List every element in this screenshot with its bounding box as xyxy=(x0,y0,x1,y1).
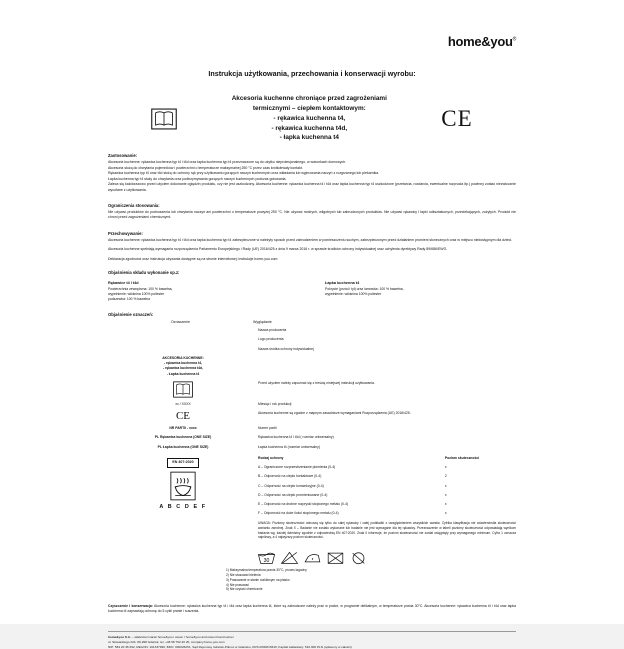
section-paragraph: Łapka kuchenna typ t4 służy do chwytania oraz podtrzymywania gorących naczyń kuchennych podczas gotowania. xyxy=(108,176,287,181)
product-subtitle xyxy=(193,94,425,144)
read-manual-icon xyxy=(151,108,177,130)
section-heading: Przechowywanie: xyxy=(108,230,143,236)
materials-columns xyxy=(108,281,516,302)
tumble-dry-no-icon xyxy=(349,550,368,565)
table-row xyxy=(108,433,516,442)
materials-potholder-title: Łapka kuchenna t4 xyxy=(325,281,360,286)
subtitle-line-3: - rękawica kuchenna t4d, xyxy=(271,124,348,132)
care-line: 2) Nie stosować bielenia xyxy=(226,572,261,577)
instruction-sheet xyxy=(108,34,516,649)
ce-mark: CE xyxy=(441,106,473,132)
legend-desc: Numer partii xyxy=(258,425,277,430)
iron-icon xyxy=(303,550,322,565)
legend-ce-cell xyxy=(108,409,258,424)
legend-symbol-cell xyxy=(108,335,258,344)
potholder-size-label: PL Łapka kuchenna (ONE SIZE) xyxy=(157,444,209,449)
care-instructions xyxy=(108,568,516,592)
legend-symbol-cell xyxy=(108,345,258,354)
declaration-line: Deklaracja zgodności oraz instrukcja używania dostępne są na stronie internetowej: instrukcje.home-you.com xyxy=(108,256,278,261)
section-storage xyxy=(108,231,516,262)
ce-mark-small: CE xyxy=(175,409,191,422)
legend-potholder-size-cell xyxy=(108,443,258,452)
standard-letters: A B C D E F xyxy=(159,503,207,510)
care-line: 4) Nie prasować xyxy=(226,582,250,587)
legend-glove-size-cell xyxy=(108,433,258,442)
legend-desc-empty xyxy=(258,354,516,379)
table-row xyxy=(258,472,516,481)
table-row xyxy=(108,443,516,452)
production-date-code: xx / XXXX xyxy=(175,401,191,406)
legend-desc: Rękawica kuchenna t4 i t4d ( rozmiar uniwersalny) xyxy=(258,435,334,440)
table-row xyxy=(258,482,516,491)
glove-size-label: PL Rękawica kuchenna (ONE SIZE) xyxy=(154,435,212,440)
table-row xyxy=(108,424,516,433)
section-paragraph: Akcesoria kuchenne: rękawica kuchenna typ t4 i t4d oraz łapka kuchenna typ t4 przeznaczone są do użytku nieprołesjonalnego, w warunkach domowych. xyxy=(108,160,347,165)
table-row xyxy=(258,500,516,509)
footer-company-desc: – właściciel marek home&you i ossen / home&you and ossen brand owner xyxy=(131,634,234,639)
care-line: 3) Prasowanie w stanie rozklłonym na płasko xyxy=(226,577,290,582)
table-row xyxy=(108,354,516,379)
table-header-row xyxy=(258,454,516,463)
performance-levels-cell xyxy=(258,452,516,542)
performance-note: UWAGA: Poziomy skuteczności odnoszą się tylko do całej rękawicy i całej podkładki z uwzględnieniem wszystkich warstw. Cyfrika klasyfikacja nie odzwierciedla skuteczności wariantu zwrotnej. Znak X – Badanie nie zostało wykonane lub badanie nie jest wymagane dla tej rękawicy. Przeznaczenie w tabeli poziomy skuteczności odpowiadają wynikom badania wg. każdej dziedziny zgodnie z odpowiednią EN 407:2020. Znak 0 informuje, że poziom skuteczności nie został osiągnięty przy wymaganego minimum. Cyfra 1 oznacza najniższy, a 4 najwyższy poziom skuteczności. xyxy=(258,520,516,540)
perf-type: C – Odporność na ciepło konwekcyjne (0-4) xyxy=(258,483,324,488)
legend-desc: Logo producenta xyxy=(258,337,284,342)
perf-level: x xyxy=(444,492,447,497)
standard-cell xyxy=(108,452,258,542)
perf-level: x xyxy=(444,501,447,506)
care-symbols xyxy=(108,550,516,565)
legend-desc: Akcesoria kuchenne są zgodne z mapnym zasadnicze wymaganiami Rozporządzenia (UE) 2016/425. xyxy=(258,410,411,415)
product-header xyxy=(108,94,516,144)
legend-col-right: Wyglądanie xyxy=(253,320,272,325)
table-row xyxy=(258,463,516,472)
cleaning-text: Akcesoria kuchenne: rękawica kuchenna typ t4 i t4d oraz łapka kuchenna t4, które są zabrudzone należy prać w pralce, w programie delikatnym, w temperaturze prania 30°C. Akcesoria kuchenne: rękawica kuchenna t4 i t4d oraz łapka kuchenna t4 zaprawiają ochronę do 5 cykli pranie i suszenia. xyxy=(108,604,516,614)
perf-type: D – Odporność na ciepło promieniowane (0-4) xyxy=(258,492,328,497)
perf-level: x xyxy=(444,510,447,515)
legend-product-names xyxy=(108,354,258,379)
brand-logo xyxy=(108,34,516,49)
perf-level: 2 xyxy=(444,474,447,479)
legend-book-icon-cell xyxy=(108,379,258,400)
section-application xyxy=(108,153,516,193)
table-row xyxy=(108,326,516,335)
footer-company-name: home&you S.A. xyxy=(108,634,131,639)
bleach-no-icon xyxy=(280,550,299,565)
table-row xyxy=(108,409,516,424)
footer-address: ul. Słowackiego 224, 80-298 Gdańsk, tel. +48 58 762 20 20, company.home-you.com xyxy=(108,639,225,644)
legend-desc: Nazwa środka ochrony indywidualnej xyxy=(258,346,314,351)
brand-trademark: ® xyxy=(512,36,516,43)
materials-potholder xyxy=(325,281,516,302)
legend-col-left: Oznaczenie xyxy=(171,320,190,325)
section-limitations xyxy=(108,203,516,221)
section-paragraph: Akcesoria kuchenne: rękawica kuchenna typ t4 i t4d oraz łapka kuchenna typ t4 zabezpieczone w należyty sposob przed zabrudzeniem w pomieszczeniu suchym, zabezpieczonym przed działaniem promieni słonecznych oraz w miejscu niedostępnym dla dzieci. xyxy=(108,237,513,242)
cleaning-heading: Czyszczenie i konserwacja: xyxy=(108,604,153,609)
dryclean-no-icon xyxy=(326,550,345,565)
performance-table xyxy=(258,454,516,518)
legend-desc: Nazwa producenta xyxy=(258,328,287,333)
table-row-standard xyxy=(108,452,516,542)
footer xyxy=(108,631,516,649)
standard-label: EN 407:2020 xyxy=(167,458,198,467)
care-line: 5) Nie czyścić chemicznie xyxy=(226,587,263,592)
subtitle-line-0: Akcesoria kuchenne chroniące przed zagrożeniami xyxy=(231,94,387,102)
product-name-list: AKCESORIA KUCHENNE: - rękawica kuchenna t4, - rękawica kuchenna t4d, - Łapka kuchenna t4 xyxy=(162,355,204,376)
section-paragraph: Zaleca się każdorazowo przed użyciem dokonanie oględzin produktu, czy nie jest uszkodzony. Akcesoria kuchenne: rękawica kuchenna t4 i t4d oraz łapka kuchenna typ t4 uszkodzone (przetarcia, rozdarcia, ewentualne rozprucia itp.) powinny zostać niezwłocznie wycofane z użytkowania. xyxy=(108,182,516,192)
page-title: Instrukcja użytkowania, przechowania i konserwacji wyrobu: xyxy=(208,69,416,78)
table-row xyxy=(108,335,516,344)
brand-name: home&you xyxy=(447,34,513,49)
perf-level: x xyxy=(444,465,447,470)
table-row xyxy=(108,379,516,400)
perf-type: F – Odporność na duże ilości stopionego metalu (0-4) xyxy=(258,510,339,515)
section-paragraph: Akcesoria kuchenne spełniają wymagania rozporządzenia Parlamentu Europejskiego i Rady (UE) 2016/425 z dnia 9 marca 2016 r. w sprawie środków ochrony indywidualnej oraz uchylenia dyrektywy Rady 89/686/EWG. xyxy=(108,247,448,252)
subtitle-line-1: termicznymi – ciepłem kontaktowym: xyxy=(252,104,366,112)
table-row xyxy=(108,345,516,354)
materials-gloves-line: wypełnienie: włóknina 100% poliester xyxy=(108,292,165,297)
materials-potholder-line: wypełnienie: włóknina 100% poliester xyxy=(325,292,382,297)
perf-head-level: Poziom skuteczności xyxy=(444,456,480,461)
table-row xyxy=(108,400,516,409)
perf-head-type: Rodzaj ochrony xyxy=(258,456,284,461)
legend-heading: Objaśnienie oznaczeń: xyxy=(108,312,154,318)
legend-batch-cell xyxy=(108,424,258,433)
materials-gloves-line: Powierzchnia zewnętrzna: 100 % bawełna, xyxy=(108,287,173,292)
perf-type: B – Odporność na ciepło kontaktowe (0-4) xyxy=(258,474,322,479)
table-row xyxy=(258,491,516,500)
legend-column-headers xyxy=(108,320,516,324)
perf-level: x xyxy=(444,483,447,488)
section-heading: Ograniczenia stosowania: xyxy=(108,202,160,208)
legend-desc: Przed użyciem należy zapoznać się z treścią niniejszej instrukcji użytkowania. xyxy=(258,380,375,385)
section-heading: Zastosowanie: xyxy=(108,153,138,159)
batch-number-label: NR PARTII - xxxx xyxy=(169,425,197,430)
section-paragraph: Akcesoria służą do chwytania pojemników i powierzchni o temperaturze maksymalnej 250 °C przez czas krótkotrwały kontakt. xyxy=(108,165,303,170)
wash-icon xyxy=(257,550,276,565)
materials-heading: Objaśnienia składu wykonanie sp.z: xyxy=(108,270,180,276)
read-manual-icon xyxy=(108,381,258,398)
footer-registry: NIP: 584 20 36 692, REGON: 191337990, BDO: 000026251, Sąd Rejonowy Gdańsk-Północ w Gdańsku, KRS 0000015349, Kapitał zakładowy: 510.000 PLN (opłacony w całości) xyxy=(108,644,352,649)
legend-symbol-cell xyxy=(108,326,258,335)
care-line: 1) Maksymalna temperatura prania 30°C, proces łagodny xyxy=(226,568,307,573)
section-paragraph: Rękawica kuchenna typ t4 oraz t4d służą do ochrony rąk przy użytkowaniu gorących naczyń kuchennych oraz wkładania lub wyjmowania naczyń z rozgrzanego lub piekarnika. xyxy=(108,171,380,176)
subtitle-line-2: - rękawica kuchenna t4, xyxy=(273,114,346,122)
materials-gloves-title: Rękawice t4 i t4d xyxy=(108,281,139,286)
perf-type: A – Ograniczone rozprzestrzenianie płomienia (0-4) xyxy=(258,465,336,470)
materials-potholder-line: Pokrycie (przód i tył) oraz lamowka: 100 % bawełna, xyxy=(325,287,404,292)
perf-type: E – Odporność na drobne rozpryski stopionego metalu (0-4) xyxy=(258,501,349,506)
subtitle-line-4: - łapka kuchenna t4 xyxy=(279,134,339,142)
cleaning-section xyxy=(108,604,516,615)
legend-table xyxy=(108,326,516,542)
legend-date-code xyxy=(108,400,258,409)
materials-gloves-line: podszewka: 100 % bawełna xyxy=(108,297,151,302)
heat-glove-icon xyxy=(170,471,196,501)
legend-desc: Łapka kuchenna t4 (rozmiar uniwersalny) xyxy=(258,444,321,449)
section-paragraph: Nie używać produktów do podnoszenia lub chwytania naczyń ani powierzchni o temperaturze powyżej 250 °C. Nie używać mokrych, wilgotnych lub zabrudzonych produktów. Nie używać rękawicy i łapki odkształconych, przeciekających, zużytych. Produkt nie chroni przed zagrożeniami chemicznymi. xyxy=(108,209,516,220)
legend-desc: Miesiąc i rok produkcji xyxy=(258,401,292,406)
materials-gloves xyxy=(108,281,299,302)
svg-text:30: 30 xyxy=(263,558,269,565)
table-row xyxy=(258,509,516,518)
